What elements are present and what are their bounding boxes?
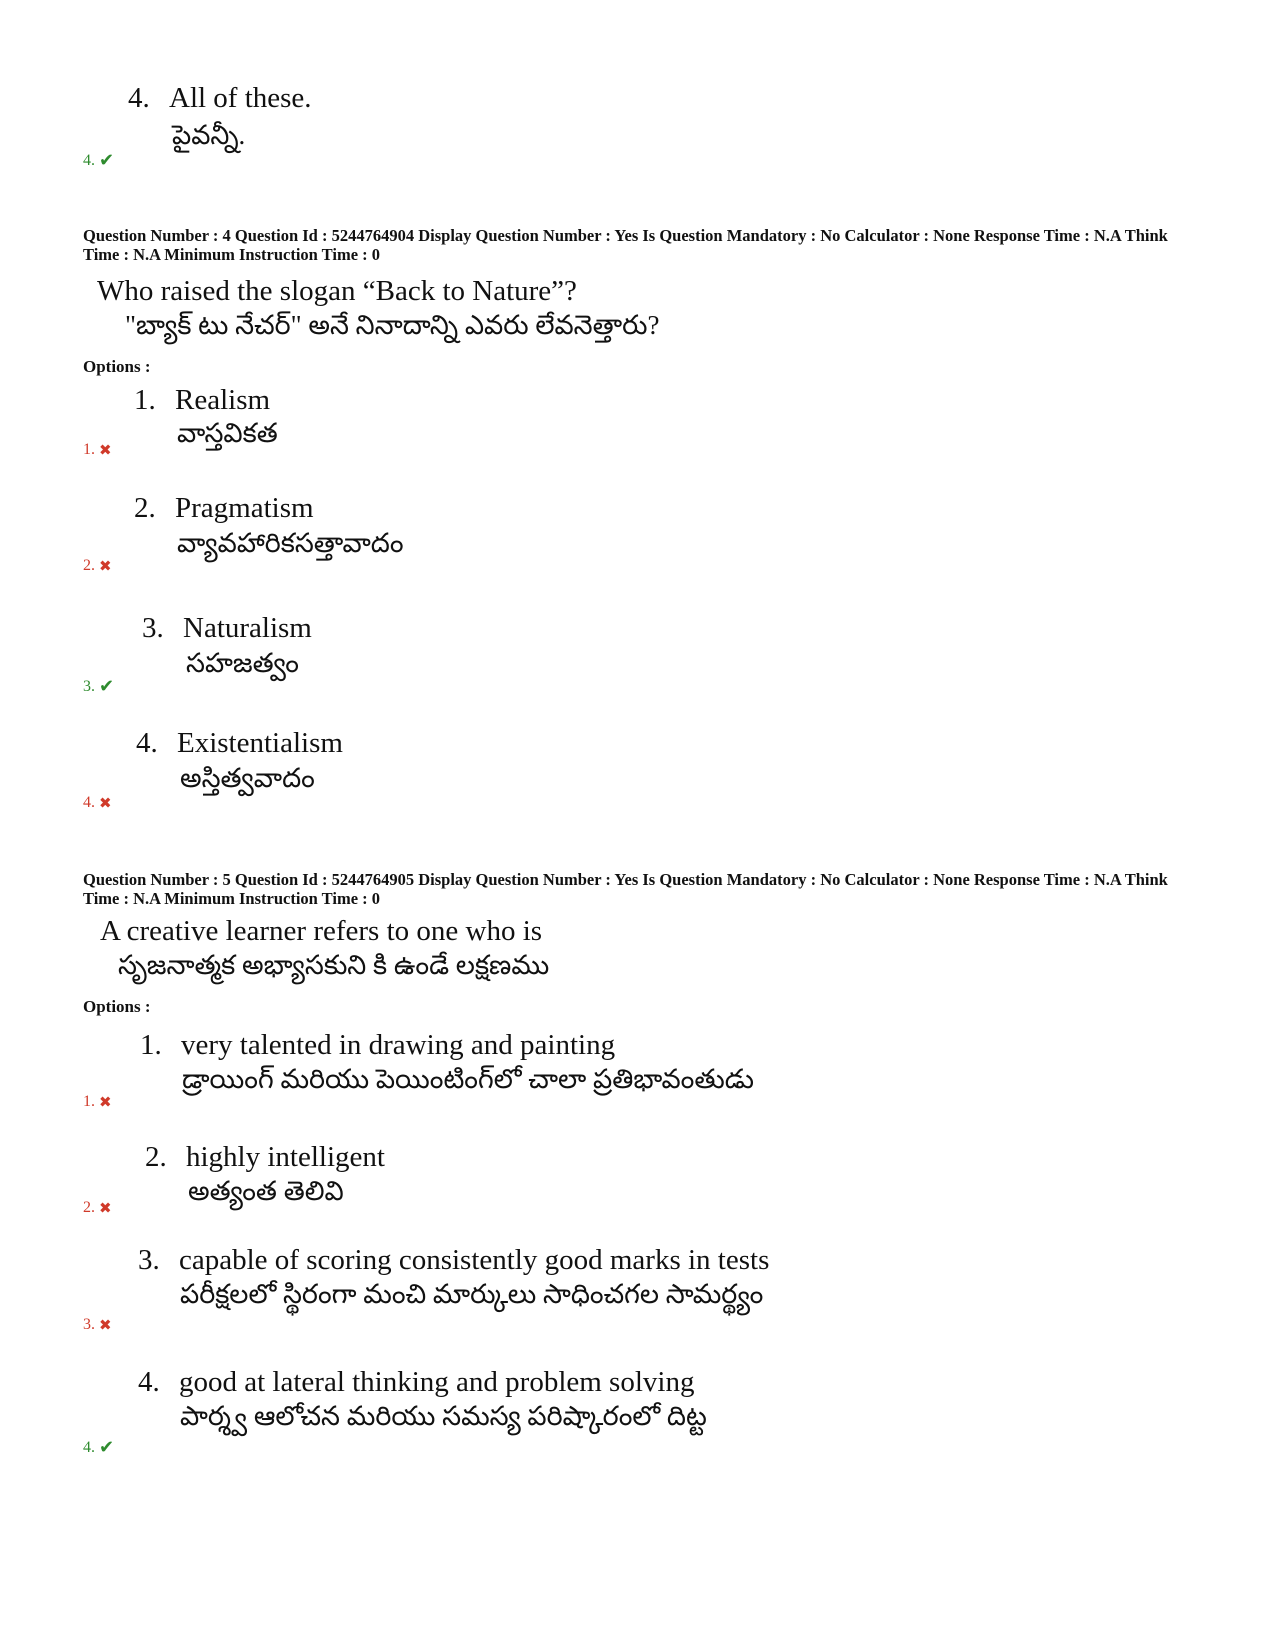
- question-stem-te: సృజనాత్మక అభ్యాసకుని కి ఉండే లక్షణము: [118, 950, 550, 980]
- option-number: 2.: [134, 492, 156, 524]
- option-number: 4.: [136, 727, 158, 759]
- option-number: 3.: [142, 612, 164, 644]
- question-stem-en: A creative learner refers to one who is: [100, 915, 543, 947]
- option-text-te: పరీక్షలలో స్థిరంగా మంచి మార్కులు సాధించగల సామర్థ్యం: [180, 1279, 764, 1309]
- options-label: Options :: [83, 997, 151, 1016]
- answer-mark: 3. ✔: [83, 676, 115, 697]
- option-text-en: Existentialism: [177, 727, 343, 759]
- option-2: [134, 492, 314, 525]
- answer-mark: 4. ✔: [83, 1437, 115, 1458]
- option-text-te: పైవన్నీ.: [172, 120, 246, 150]
- option-4: [136, 727, 343, 760]
- cross-icon: ✖: [99, 1316, 112, 1334]
- cross-icon: ✖: [99, 1199, 112, 1217]
- option-number: 1.: [140, 1029, 162, 1061]
- check-icon: ✔: [99, 1437, 115, 1458]
- cross-icon: ✖: [99, 441, 112, 459]
- answer-mark: 1. ✖: [83, 441, 112, 459]
- answer-mark: 3. ✖: [83, 1316, 112, 1334]
- check-icon: ✔: [99, 676, 115, 697]
- option-text-te: వాస్తవికత: [177, 418, 278, 448]
- option-number: 3.: [138, 1244, 160, 1276]
- question-stem-te: "బ్యాక్ టు నేచర్" అనే నినాదాన్ని ఎవరు లేవనెత్తారు?: [125, 310, 660, 340]
- option-text-te: డ్రాయింగ్ మరియు పెయింటింగ్‌లో చాలా ప్రతిభావంతుడు: [182, 1064, 755, 1094]
- option-text-en: Naturalism: [183, 612, 312, 644]
- option-text-en: All of these.: [169, 82, 312, 114]
- question-meta: Question Number : 4 Question Id : 5244764904 Display Question Number : Yes Is Question Mandatory : No Calculator : None Response Time : N.A Think Time : N.A Minimum Instruction Time : 0: [83, 226, 1168, 264]
- option-text-en: very talented in drawing and painting: [181, 1029, 616, 1061]
- option-2: [145, 1141, 385, 1174]
- option-text-en: highly intelligent: [186, 1141, 385, 1173]
- option-3: [142, 612, 312, 645]
- option-text-en: good at lateral thinking and problem solving: [179, 1366, 695, 1398]
- option-text-te: పార్శ్వ ఆలోచన మరియు సమస్య పరిష్కారంలో దిట్ట: [180, 1401, 707, 1431]
- answer-mark: 4. ✔: [83, 150, 115, 171]
- option-1: [134, 384, 270, 417]
- question-stem-en: Who raised the slogan “Back to Nature”?: [97, 275, 577, 307]
- options-label: Options :: [83, 357, 151, 376]
- option-3: [138, 1244, 769, 1277]
- answer-mark: 2. ✖: [83, 557, 112, 575]
- option-text-te: అత్యంత తెలివి: [188, 1176, 344, 1206]
- option-number: 2.: [145, 1141, 167, 1173]
- cross-icon: ✖: [99, 794, 112, 812]
- cross-icon: ✖: [99, 1093, 112, 1111]
- option-number: 1.: [134, 384, 156, 416]
- option-number: 4.: [128, 82, 150, 114]
- answer-mark: 4. ✖: [83, 794, 112, 812]
- check-icon: ✔: [99, 150, 115, 171]
- option-text-en: capable of scoring consistently good marks in tests: [179, 1244, 770, 1276]
- option-text-en: Realism: [175, 384, 271, 416]
- option-text-te: అస్తిత్వవాదం: [180, 763, 315, 793]
- option-4: [138, 1366, 694, 1399]
- option-text-te: సహజత్వం: [186, 648, 299, 678]
- prev-option-4: [128, 82, 312, 115]
- answer-mark: 1. ✖: [83, 1093, 112, 1111]
- question-meta: Question Number : 5 Question Id : 5244764905 Display Question Number : Yes Is Question Mandatory : No Calculator : None Response Time : N.A Think Time : N.A Minimum Instruction Time : 0: [83, 870, 1168, 908]
- option-text-te: వ్యావహారికసత్తావాదం: [177, 528, 404, 558]
- answer-mark: 2. ✖: [83, 1199, 112, 1217]
- option-1: [140, 1029, 615, 1062]
- option-text-en: Pragmatism: [175, 492, 314, 524]
- cross-icon: ✖: [99, 557, 112, 575]
- option-number: 4.: [138, 1366, 160, 1398]
